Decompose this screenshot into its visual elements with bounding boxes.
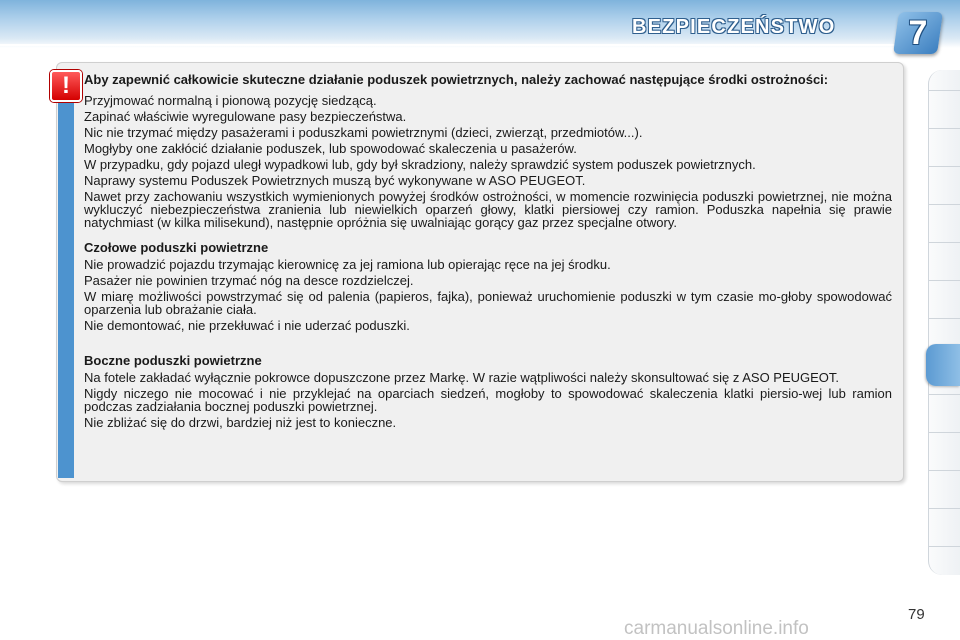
tab-divider <box>929 470 960 471</box>
tab-divider <box>929 128 960 129</box>
warning-heading: Aby zapewnić całkowicie skuteczne działanie poduszek powietrznych, należy zachować następujące środki ostrożności: <box>84 72 829 87</box>
warning-item: Mogłyby one zakłócić działanie poduszek, lub spowodować skaleczenia u pasażerów. <box>84 141 577 156</box>
chapter-tabs <box>928 70 960 575</box>
front-airbags-heading: Czołowe poduszki powietrzne <box>84 240 269 255</box>
tab-divider <box>929 508 960 509</box>
tab-divider <box>929 280 960 281</box>
chapter-title: BEZPIECZEŃSTWO <box>632 16 836 38</box>
side-airbags-item: Na fotele zakładać wyłącznie pokrowce dopuszczone przez Markę. W razie wątpliwości należy skonsultować się z ASO PEUGEOT. <box>84 370 840 385</box>
side-airbags-item: Nie zbliżać się do drzwi, bardziej niż jest to konieczne. <box>84 415 397 430</box>
tab-divider <box>929 242 960 243</box>
chapter-tab-active[interactable] <box>926 344 960 386</box>
tab-divider <box>929 432 960 433</box>
side-airbags-item: Nigdy niczego nie mocować i nie przyklejać na oparciach siedzeń, mogłoby to spowodować skaleczenia klatki piersio-wej lub ramion podczas zadziałania bocznej poduszki powietrznej. <box>84 386 892 414</box>
warning-item: Przyjmować normalną i pionową pozycję siedzącą. <box>84 93 377 108</box>
chapter-number: 7 <box>908 14 928 52</box>
tab-divider <box>929 394 960 395</box>
tab-divider <box>929 166 960 167</box>
tab-divider <box>929 90 960 91</box>
tab-divider <box>929 318 960 319</box>
front-airbags-item: Nie prowadzić pojazdu trzymając kierownicę za jej ramiona lub opierając ręce na jej środku. <box>84 257 611 272</box>
tab-divider <box>929 204 960 205</box>
header-divider <box>0 44 900 46</box>
warning-accent-bar <box>58 90 74 478</box>
warning-item: Nawet przy zachowaniu wszystkich wymienionych powyżej środków ostrożności, w momencie rozwinięcia poduszki powietrznej, nie można wykluczyć niebezpieczeństwa zranienia lub niewielkich oparzeń głowy, klatki piersiowej czy ramion. Poduszka napełnia się prawie natychmiast (w kilka milisekund), następnie opróżnia się uwalniając gorący gaz przez specjalne otwory. <box>84 189 892 230</box>
warning-icon: ! <box>50 70 82 102</box>
page-number: 79 <box>908 606 925 623</box>
warning-content <box>84 73 892 432</box>
front-airbags-item: W miarę możliwości powstrzymać się od palenia (papieros, fajka), ponieważ uruchomienie poduszki w tym czasie mo-głoby spowodować oparzenia lub obrażanie ciała. <box>84 289 892 317</box>
tab-divider <box>929 546 960 547</box>
warning-item: W przypadku, gdy pojazd uległ wypadkowi lub, gdy był skradziony, należy sprawdzić system poduszek powietrznych. <box>84 157 756 172</box>
warning-item: Zapinać właściwie wyregulowane pasy bezpieczeństwa. <box>84 109 407 124</box>
watermark: carmanualsonline.info <box>624 618 809 639</box>
side-airbags-heading: Boczne poduszki powietrzne <box>84 353 262 368</box>
warning-item: Nic nie trzymać między pasażerami i poduszkami powietrznymi (dzieci, zwierząt, przedmiotów...). <box>84 125 643 140</box>
chapter-badge <box>893 12 943 54</box>
front-airbags-item: Pasażer nie powinien trzymać nóg na desce rozdzielczej. <box>84 273 414 288</box>
front-airbags-item: Nie demontować, nie przekłuwać i nie uderzać poduszki. <box>84 318 410 333</box>
warning-item: Naprawy systemu Poduszek Powietrznych muszą być wykonywane w ASO PEUGEOT. <box>84 173 586 188</box>
